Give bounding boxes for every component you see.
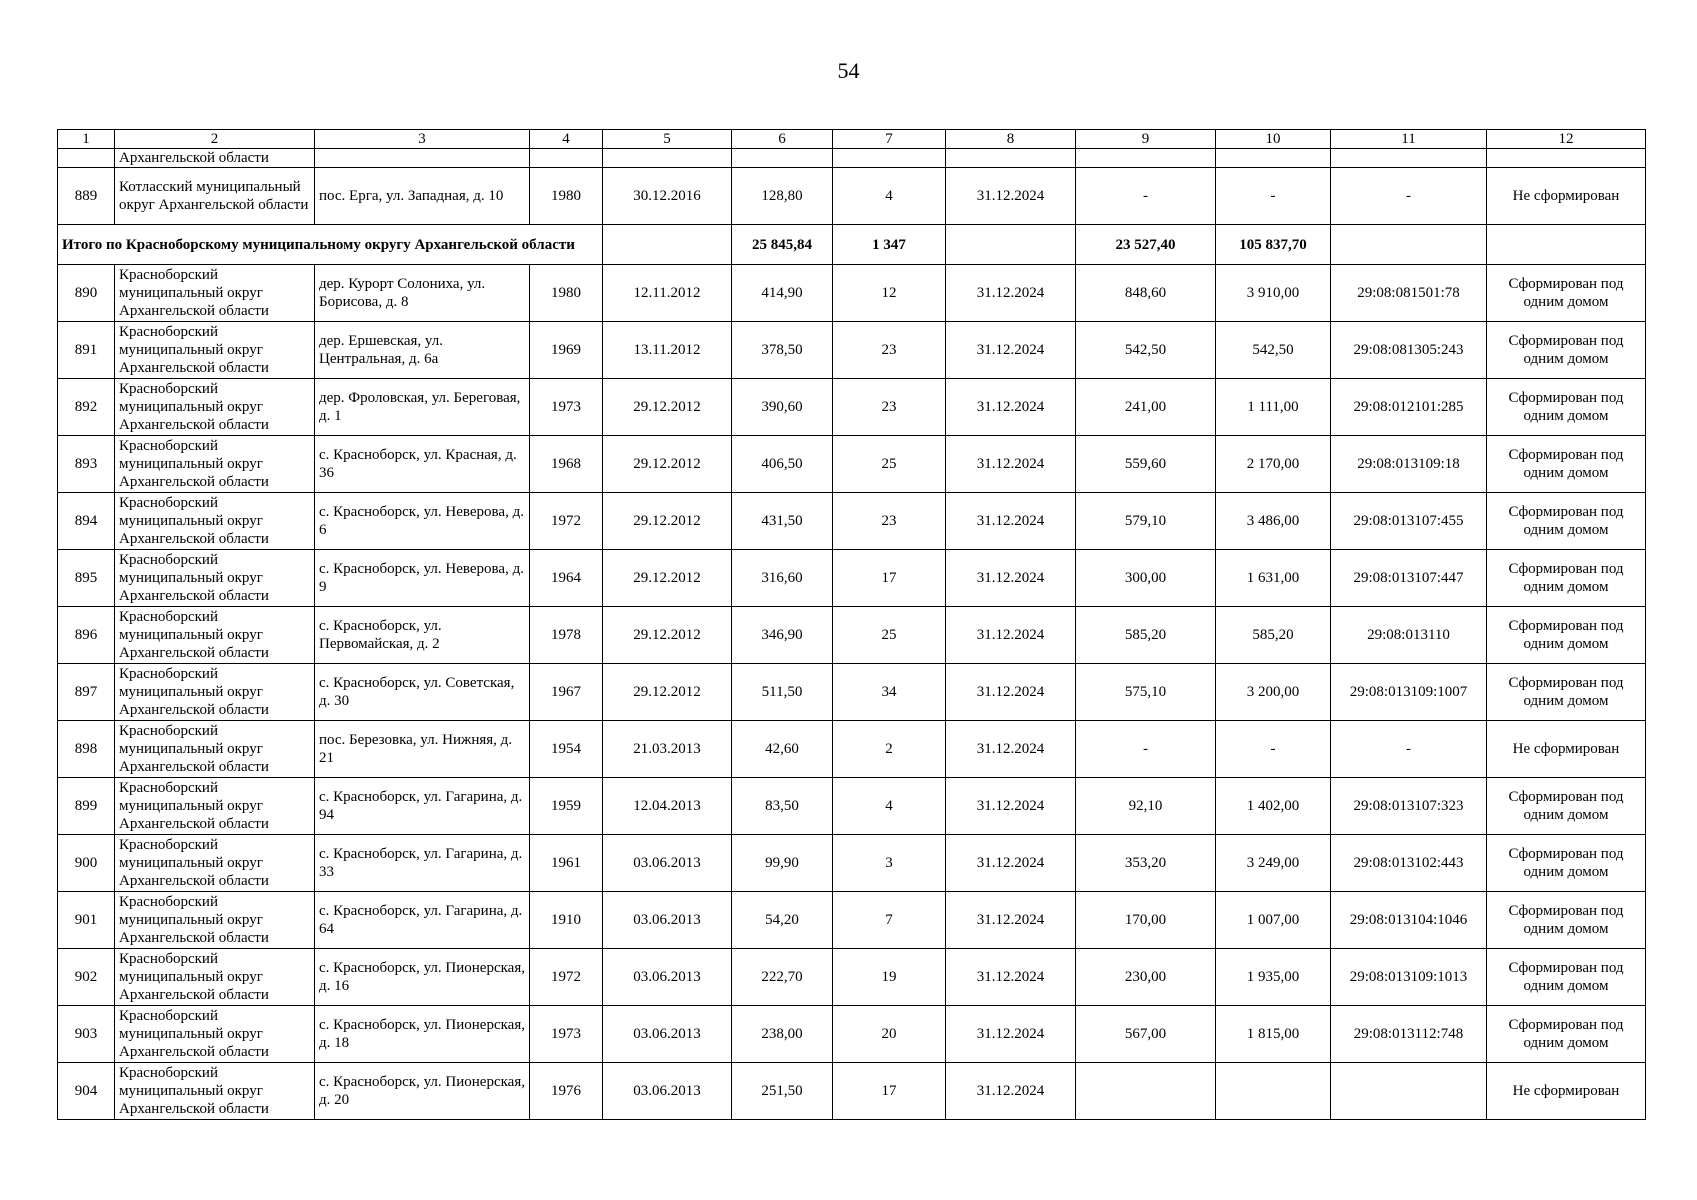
col10-cell: 2 170,00 (1216, 436, 1331, 493)
cadastral-number-cell: 29:08:012101:285 (1331, 379, 1487, 436)
residents-cell: 25 (833, 607, 946, 664)
row-number-cell: 895 (58, 550, 115, 607)
date-cell: 12.11.2012 (603, 265, 732, 322)
row-number-cell: 903 (58, 1006, 115, 1063)
residents-cell: 20 (833, 1006, 946, 1063)
total-label: Итого по Красноборскому муниципальному округу Архангельской области (58, 225, 603, 265)
residents-cell: 12 (833, 265, 946, 322)
column-header: 11 (1331, 130, 1487, 149)
year-cell: 1976 (530, 1063, 603, 1120)
table-row (58, 778, 1646, 835)
col10-cell: - (1216, 168, 1331, 225)
total-residents: 1 347 (833, 225, 946, 265)
table-cell (58, 149, 115, 168)
cadastral-number-cell: 29:08:013102:443 (1331, 835, 1487, 892)
row-number-cell: 891 (58, 322, 115, 379)
address-cell: с. Красноборск, ул. Первомайская, д. 2 (315, 607, 530, 664)
row-number-cell: 889 (58, 168, 115, 225)
date-cell: 03.06.2013 (603, 892, 732, 949)
year-cell: 1968 (530, 436, 603, 493)
cadastral-number-cell: 29:08:081305:243 (1331, 322, 1487, 379)
table-row (58, 493, 1646, 550)
row-number-cell: 890 (58, 265, 115, 322)
residents-cell: 3 (833, 835, 946, 892)
area-cell: 406,50 (732, 436, 833, 493)
col9-cell: 848,60 (1076, 265, 1216, 322)
district-cell: Красноборский муниципальный округ Архангельской области (115, 664, 315, 721)
col10-cell: 585,20 (1216, 607, 1331, 664)
column-header: 1 (58, 130, 115, 149)
year-cell: 1973 (530, 379, 603, 436)
deadline-cell: 31.12.2024 (946, 892, 1076, 949)
table-cell (315, 149, 530, 168)
area-cell: 378,50 (732, 322, 833, 379)
row-number-cell: 893 (58, 436, 115, 493)
deadline-cell: 31.12.2024 (946, 550, 1076, 607)
table-cell (1487, 225, 1646, 265)
row-number-cell: 901 (58, 892, 115, 949)
continuation-row (58, 149, 1646, 168)
status-cell: Сформирован под одним домом (1487, 322, 1646, 379)
table-cell (732, 149, 833, 168)
housing-table (57, 129, 1646, 1120)
address-cell: пос. Березовка, ул. Нижняя, д. 21 (315, 721, 530, 778)
status-cell: Сформирован под одним домом (1487, 835, 1646, 892)
col10-cell: 1 935,00 (1216, 949, 1331, 1006)
status-cell: Сформирован под одним домом (1487, 664, 1646, 721)
date-cell: 13.11.2012 (603, 322, 732, 379)
address-cell: с. Красноборск, ул. Пионерская, д. 18 (315, 1006, 530, 1063)
table-row (58, 1063, 1646, 1120)
district-cell: Архангельской области (115, 149, 315, 168)
col10-cell: 3 910,00 (1216, 265, 1331, 322)
date-cell: 03.06.2013 (603, 949, 732, 1006)
year-cell: 1980 (530, 265, 603, 322)
area-cell: 238,00 (732, 1006, 833, 1063)
col9-cell: 542,50 (1076, 322, 1216, 379)
date-cell: 29.12.2012 (603, 493, 732, 550)
deadline-cell: 31.12.2024 (946, 436, 1076, 493)
col10-cell: 3 249,00 (1216, 835, 1331, 892)
date-cell: 03.06.2013 (603, 1006, 732, 1063)
table-row (58, 436, 1646, 493)
date-cell: 12.04.2013 (603, 778, 732, 835)
cadastral-number-cell (1331, 1063, 1487, 1120)
row-number-cell: 898 (58, 721, 115, 778)
col10-cell: 1 402,00 (1216, 778, 1331, 835)
area-cell: 511,50 (732, 664, 833, 721)
area-cell: 83,50 (732, 778, 833, 835)
col9-cell: - (1076, 721, 1216, 778)
deadline-cell: 31.12.2024 (946, 265, 1076, 322)
row-number-cell: 894 (58, 493, 115, 550)
column-header: 8 (946, 130, 1076, 149)
status-cell: Сформирован под одним домом (1487, 778, 1646, 835)
table-row (58, 1006, 1646, 1063)
table-row (58, 835, 1646, 892)
residents-cell: 34 (833, 664, 946, 721)
row-number-cell: 900 (58, 835, 115, 892)
column-header: 7 (833, 130, 946, 149)
year-cell: 1980 (530, 168, 603, 225)
table-cell (1331, 225, 1487, 265)
area-cell: 390,60 (732, 379, 833, 436)
date-cell: 30.12.2016 (603, 168, 732, 225)
area-cell: 316,60 (732, 550, 833, 607)
table-cell (1331, 149, 1487, 168)
page-number: 54 (837, 58, 860, 83)
area-cell: 431,50 (732, 493, 833, 550)
col9-cell: 559,60 (1076, 436, 1216, 493)
row-number-cell: 899 (58, 778, 115, 835)
table-row (58, 721, 1646, 778)
cadastral-number-cell: 29:08:013107:323 (1331, 778, 1487, 835)
area-cell: 128,80 (732, 168, 833, 225)
col9-cell: 585,20 (1076, 607, 1216, 664)
district-cell: Красноборский муниципальный округ Архангельской области (115, 778, 315, 835)
district-cell: Красноборский муниципальный округ Архангельской области (115, 322, 315, 379)
row-number-cell: 896 (58, 607, 115, 664)
area-cell: 222,70 (732, 949, 833, 1006)
cadastral-number-cell: 29:08:013104:1046 (1331, 892, 1487, 949)
table-cell (603, 149, 732, 168)
table-row (58, 664, 1646, 721)
column-header: 2 (115, 130, 315, 149)
table-cell (1216, 149, 1331, 168)
residents-cell: 23 (833, 493, 946, 550)
deadline-cell: 31.12.2024 (946, 1006, 1076, 1063)
address-cell: с. Красноборск, ул. Неверова, д. 6 (315, 493, 530, 550)
table-cell (530, 149, 603, 168)
district-cell: Красноборский муниципальный округ Архангельской области (115, 1006, 315, 1063)
area-cell: 54,20 (732, 892, 833, 949)
date-cell: 21.03.2013 (603, 721, 732, 778)
year-cell: 1973 (530, 1006, 603, 1063)
col10-cell: 1 815,00 (1216, 1006, 1331, 1063)
area-cell: 251,50 (732, 1063, 833, 1120)
area-cell: 42,60 (732, 721, 833, 778)
col9-cell: 170,00 (1076, 892, 1216, 949)
row-number-cell: 892 (58, 379, 115, 436)
status-cell: Сформирован под одним домом (1487, 493, 1646, 550)
residents-cell: 17 (833, 1063, 946, 1120)
col9-cell: 230,00 (1076, 949, 1216, 1006)
residents-cell: 7 (833, 892, 946, 949)
date-cell: 03.06.2013 (603, 835, 732, 892)
status-cell: Не сформирован (1487, 168, 1646, 225)
district-cell: Красноборский муниципальный округ Архангельской области (115, 721, 315, 778)
year-cell: 1961 (530, 835, 603, 892)
col10-cell: 542,50 (1216, 322, 1331, 379)
cadastral-number-cell: 29:08:013112:748 (1331, 1006, 1487, 1063)
date-cell: 29.12.2012 (603, 379, 732, 436)
total-area: 25 845,84 (732, 225, 833, 265)
table-row (58, 379, 1646, 436)
col9-cell: 241,00 (1076, 379, 1216, 436)
column-header: 5 (603, 130, 732, 149)
table-cell (946, 149, 1076, 168)
address-cell: дер. Курорт Солониха, ул. Борисова, д. 8 (315, 265, 530, 322)
address-cell: пос. Ерга, ул. Западная, д. 10 (315, 168, 530, 225)
deadline-cell: 31.12.2024 (946, 168, 1076, 225)
col9-cell: 353,20 (1076, 835, 1216, 892)
cadastral-number-cell: 29:08:013109:1013 (1331, 949, 1487, 1006)
residents-cell: 4 (833, 168, 946, 225)
table-cell (1487, 149, 1646, 168)
status-cell: Сформирован под одним домом (1487, 892, 1646, 949)
row-number-cell: 904 (58, 1063, 115, 1120)
status-cell: Сформирован под одним домом (1487, 607, 1646, 664)
district-cell: Котласский муниципальный округ Архангельской области (115, 168, 315, 225)
district-cell: Красноборский муниципальный округ Архангельской области (115, 493, 315, 550)
year-cell: 1972 (530, 949, 603, 1006)
address-cell: с. Красноборск, ул. Неверова, д. 9 (315, 550, 530, 607)
residents-cell: 4 (833, 778, 946, 835)
residents-cell: 19 (833, 949, 946, 1006)
address-cell: с. Красноборск, ул. Гагарина, д. 33 (315, 835, 530, 892)
date-cell: 29.12.2012 (603, 607, 732, 664)
cadastral-number-cell: 29:08:013107:447 (1331, 550, 1487, 607)
deadline-cell: 31.12.2024 (946, 664, 1076, 721)
district-cell: Красноборский муниципальный округ Архангельской области (115, 607, 315, 664)
col10-cell: - (1216, 721, 1331, 778)
address-cell: с. Красноборск, ул. Гагарина, д. 64 (315, 892, 530, 949)
table-row (58, 550, 1646, 607)
date-cell: 29.12.2012 (603, 550, 732, 607)
district-cell: Красноборский муниципальный округ Архангельской области (115, 436, 315, 493)
col9-cell: 300,00 (1076, 550, 1216, 607)
col9-cell: 92,10 (1076, 778, 1216, 835)
district-cell: Красноборский муниципальный округ Архангельской области (115, 892, 315, 949)
table-row (58, 892, 1646, 949)
column-header: 3 (315, 130, 530, 149)
column-header: 4 (530, 130, 603, 149)
address-cell: с. Красноборск, ул. Пионерская, д. 20 (315, 1063, 530, 1120)
year-cell: 1959 (530, 778, 603, 835)
cadastral-number-cell: 29:08:081501:78 (1331, 265, 1487, 322)
residents-cell: 23 (833, 322, 946, 379)
col10-cell: 1 007,00 (1216, 892, 1331, 949)
col9-cell: 575,10 (1076, 664, 1216, 721)
district-cell: Красноборский муниципальный округ Архангельской области (115, 379, 315, 436)
cadastral-number-cell: - (1331, 721, 1487, 778)
area-cell: 414,90 (732, 265, 833, 322)
table-row (58, 607, 1646, 664)
table-row (58, 322, 1646, 379)
residents-cell: 2 (833, 721, 946, 778)
district-cell: Красноборский муниципальный округ Архангельской области (115, 550, 315, 607)
deadline-cell: 31.12.2024 (946, 1063, 1076, 1120)
deadline-cell: 31.12.2024 (946, 949, 1076, 1006)
status-cell: Сформирован под одним домом (1487, 550, 1646, 607)
status-cell: Не сформирован (1487, 1063, 1646, 1120)
table-cell (1076, 149, 1216, 168)
col10-cell (1216, 1063, 1331, 1120)
cadastral-number-cell: 29:08:013110 (1331, 607, 1487, 664)
status-cell: Сформирован под одним домом (1487, 1006, 1646, 1063)
deadline-cell: 31.12.2024 (946, 721, 1076, 778)
col9-cell: 579,10 (1076, 493, 1216, 550)
cadastral-number-cell: 29:08:013109:18 (1331, 436, 1487, 493)
status-cell: Сформирован под одним домом (1487, 379, 1646, 436)
year-cell: 1910 (530, 892, 603, 949)
status-cell: Сформирован под одним домом (1487, 949, 1646, 1006)
column-header: 12 (1487, 130, 1646, 149)
district-cell: Красноборский муниципальный округ Архангельской области (115, 1063, 315, 1120)
district-cell: Красноборский муниципальный округ Архангельской области (115, 949, 315, 1006)
status-cell: Сформирован под одним домом (1487, 436, 1646, 493)
total-col9: 23 527,40 (1076, 225, 1216, 265)
total-row (58, 225, 1646, 265)
address-cell: с. Красноборск, ул. Гагарина, д. 94 (315, 778, 530, 835)
table-cell (603, 225, 732, 265)
col10-cell: 3 486,00 (1216, 493, 1331, 550)
deadline-cell: 31.12.2024 (946, 778, 1076, 835)
address-cell: дер. Фроловская, ул. Береговая, д. 1 (315, 379, 530, 436)
cadastral-number-cell: 29:08:013107:455 (1331, 493, 1487, 550)
year-cell: 1954 (530, 721, 603, 778)
address-cell: дер. Ершевская, ул. Центральная, д. 6а (315, 322, 530, 379)
area-cell: 99,90 (732, 835, 833, 892)
column-header: 9 (1076, 130, 1216, 149)
address-cell: с. Красноборск, ул. Пионерская, д. 16 (315, 949, 530, 1006)
residents-cell: 17 (833, 550, 946, 607)
residents-cell: 25 (833, 436, 946, 493)
deadline-cell: 31.12.2024 (946, 379, 1076, 436)
column-number-header-row (58, 130, 1646, 149)
district-cell: Красноборский муниципальный округ Архангельской области (115, 265, 315, 322)
deadline-cell: 31.12.2024 (946, 322, 1076, 379)
col10-cell: 1 631,00 (1216, 550, 1331, 607)
residents-cell: 23 (833, 379, 946, 436)
deadline-cell: 31.12.2024 (946, 493, 1076, 550)
address-cell: с. Красноборск, ул. Красная, д. 36 (315, 436, 530, 493)
year-cell: 1967 (530, 664, 603, 721)
year-cell: 1969 (530, 322, 603, 379)
col9-cell (1076, 1063, 1216, 1120)
date-cell: 03.06.2013 (603, 1063, 732, 1120)
total-col10: 105 837,70 (1216, 225, 1331, 265)
col10-cell: 3 200,00 (1216, 664, 1331, 721)
table-cell (833, 149, 946, 168)
col9-cell: - (1076, 168, 1216, 225)
table-row (58, 265, 1646, 322)
year-cell: 1964 (530, 550, 603, 607)
district-cell: Красноборский муниципальный округ Архангельской области (115, 835, 315, 892)
deadline-cell: 31.12.2024 (946, 607, 1076, 664)
row-number-cell: 897 (58, 664, 115, 721)
area-cell: 346,90 (732, 607, 833, 664)
cadastral-number-cell: 29:08:013109:1007 (1331, 664, 1487, 721)
year-cell: 1978 (530, 607, 603, 664)
deadline-cell: 31.12.2024 (946, 835, 1076, 892)
table-row (58, 168, 1646, 225)
row-number-cell: 902 (58, 949, 115, 1006)
col10-cell: 1 111,00 (1216, 379, 1331, 436)
status-cell: Сформирован под одним домом (1487, 265, 1646, 322)
address-cell: с. Красноборск, ул. Советская, д. 30 (315, 664, 530, 721)
year-cell: 1972 (530, 493, 603, 550)
table-row (58, 949, 1646, 1006)
col9-cell: 567,00 (1076, 1006, 1216, 1063)
table-cell (946, 225, 1076, 265)
date-cell: 29.12.2012 (603, 664, 732, 721)
date-cell: 29.12.2012 (603, 436, 732, 493)
status-cell: Не сформирован (1487, 721, 1646, 778)
column-header: 6 (732, 130, 833, 149)
column-header: 10 (1216, 130, 1331, 149)
cadastral-number-cell: - (1331, 168, 1487, 225)
